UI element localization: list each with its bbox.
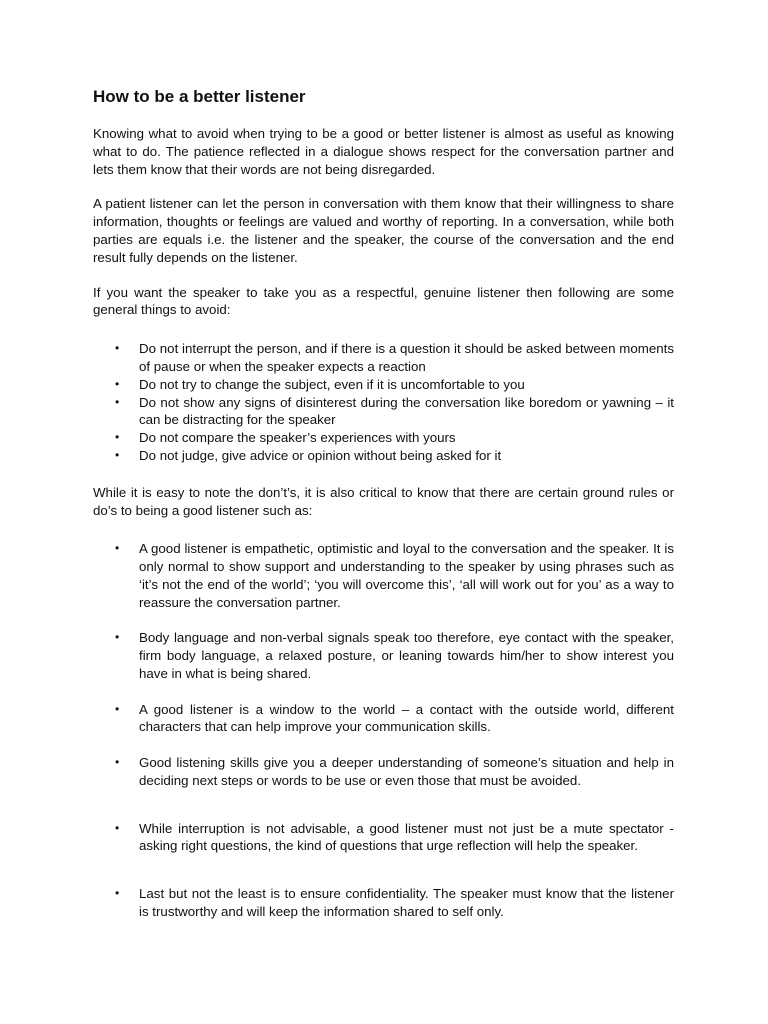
avoid-list-item-text: Do not judge, give advice or opinion without being asked for it: [139, 447, 502, 463]
bullet-icon: •: [115, 886, 120, 901]
dos-list-item-text: Body language and non-verbal signals speak too therefore, eye contact with the speaker, firm body language, a relaxed posture, or leaning towards him/her to show interest you have in what is being shared.: [139, 630, 674, 681]
dos-list-item: [93, 701, 674, 737]
avoid-list: [93, 340, 674, 465]
paragraph-patient-listener: A patient listener can let the person in conversation with them know that their willingness to share information, thoughts or feelings are valued and worthy of reporting. In a conversation, while both parties are equals i.e. the listener and the speaker, the course of the conversation and the end result fully depends on the listener.: [93, 196, 674, 265]
paragraph-dos-intro: While it is easy to note the don’t’s, it is also critical to know that there are certain ground rules or do’s to being a good listener such as:: [93, 484, 674, 518]
avoid-list-item-text: Do not compare the speaker’s experiences with yours: [139, 430, 456, 446]
dos-list-item: [93, 540, 674, 611]
dos-list-item: [93, 629, 674, 682]
dos-list-item-text: Good listening skills give you a deeper understanding of someone’s situation and help in deciding next steps or words to be use or even those that must be avoided.: [139, 754, 674, 788]
dos-list-item: [93, 754, 674, 790]
avoid-list-item-text: Do not interrupt the person, and if there is a question it should be asked between moments of pause or when the speaker expects a reaction: [139, 341, 674, 374]
dos-list-item-text: A good listener is empathetic, optimistic and loyal to the conversation and the speaker. It is only normal to show support and understanding to the speaker by using phrases such as ‘it’s not the end of the world’; ‘you will overcome this’, ‘all will work out for you’ as a way to reassure the conversation partner.: [139, 541, 674, 610]
avoid-list-item-text: Do not try to change the subject, even if it is uncomfortable to you: [139, 376, 525, 392]
dos-list: [93, 540, 674, 920]
dos-list-item: [93, 820, 674, 856]
bullet-icon: •: [115, 541, 120, 556]
bullet-icon: •: [115, 701, 120, 716]
bullet-icon: •: [115, 630, 120, 645]
dos-list-item-text: While interruption is not advisable, a good listener must not just be a mute spectator - asking right questions, the kind of questions that urge reflection will help the speaker.: [139, 820, 674, 854]
dos-list-item-text: Last but not the least is to ensure confidentiality. The speaker must know that the listener is trustworthy and will keep the information shared to self only.: [139, 886, 674, 919]
document-title: How to be a better listener: [93, 87, 306, 106]
dos-list-item: [93, 885, 674, 921]
avoid-list-item-text: Do not show any signs of disinterest during the conversation like boredom or yawning – it can be distracting for the speaker: [139, 394, 674, 428]
bullet-icon: •: [115, 376, 120, 391]
bullet-icon: •: [115, 430, 120, 445]
bullet-icon: •: [115, 394, 120, 409]
bullet-icon: •: [115, 447, 120, 462]
dos-list-item-text: A good listener is a window to the world – a contact with the outside world, different characters that can help improve your communication skills.: [139, 701, 674, 735]
paragraph-intro: Knowing what to avoid when trying to be a good or better listener is almost as useful as knowing what to do. The patience reflected in a dialogue shows respect for the conversation partner and lets them know that their words are not being disregarded.: [93, 126, 674, 177]
avoid-list-item: [93, 376, 674, 394]
bullet-icon: •: [115, 820, 120, 835]
bullet-icon: •: [115, 341, 120, 356]
document-page: [93, 86, 674, 938]
avoid-list-item: [93, 340, 674, 376]
avoid-list-item: [93, 447, 674, 465]
bullet-icon: •: [115, 754, 120, 769]
paragraph-things-to-avoid: If you want the speaker to take you as a respectful, genuine listener then following are some general things to avoid:: [93, 284, 674, 318]
avoid-list-item: [93, 394, 674, 430]
avoid-list-item: [93, 429, 674, 447]
